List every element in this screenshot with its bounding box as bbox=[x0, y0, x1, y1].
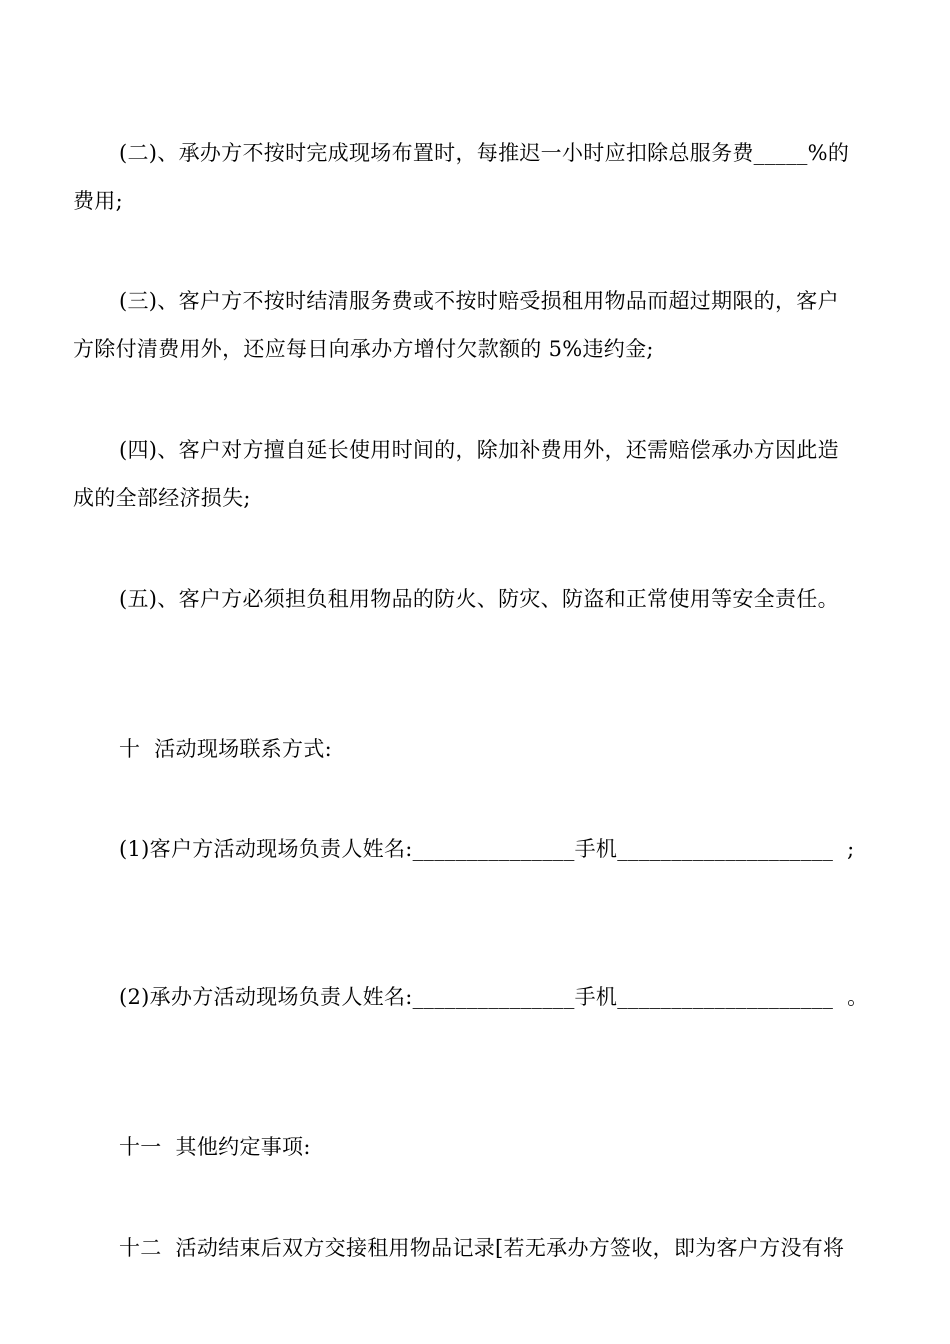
section-10-item-2: (2)承办方活动现场负责人姓名:_______________手机____________________ 。 bbox=[119, 985, 869, 1009]
section-10-item-1: (1)客户方活动现场负责人姓名:_______________手机____________________ ; bbox=[119, 837, 855, 861]
section-12-line-1: 十二 活动结束后双方交接租用物品记录[若无承办方签收，即为客户方没有将 bbox=[119, 1236, 845, 1260]
clause-4-line-2: 成的全部经济损失; bbox=[73, 486, 251, 510]
clause-3-line-1: (三)、客户方不按时结清服务费或不按时赔受损租用物品而超过期限的，客户 bbox=[119, 289, 839, 313]
clause-2-line-2: 费用; bbox=[73, 189, 123, 213]
clause-3-line-2: 方除付清费用外，还应每日向承办方增付欠款额的 5%违约金; bbox=[73, 337, 654, 361]
clause-4-line-1: (四)、客户对方擅自延长使用时间的，除加补费用外，还需赔偿承办方因此造 bbox=[119, 438, 839, 462]
clause-5-line-1: (五)、客户方必须担负租用物品的防火、防灾、防盗和正常使用等安全责任。 bbox=[119, 587, 839, 611]
clause-2-line-1: (二)、承办方不按时完成现场布置时，每推迟一小时应扣除总服务费_____%的 bbox=[119, 141, 850, 165]
section-11-heading: 十一 其他约定事项: bbox=[119, 1135, 311, 1159]
section-10-heading: 十 活动现场联系方式: bbox=[119, 737, 333, 761]
